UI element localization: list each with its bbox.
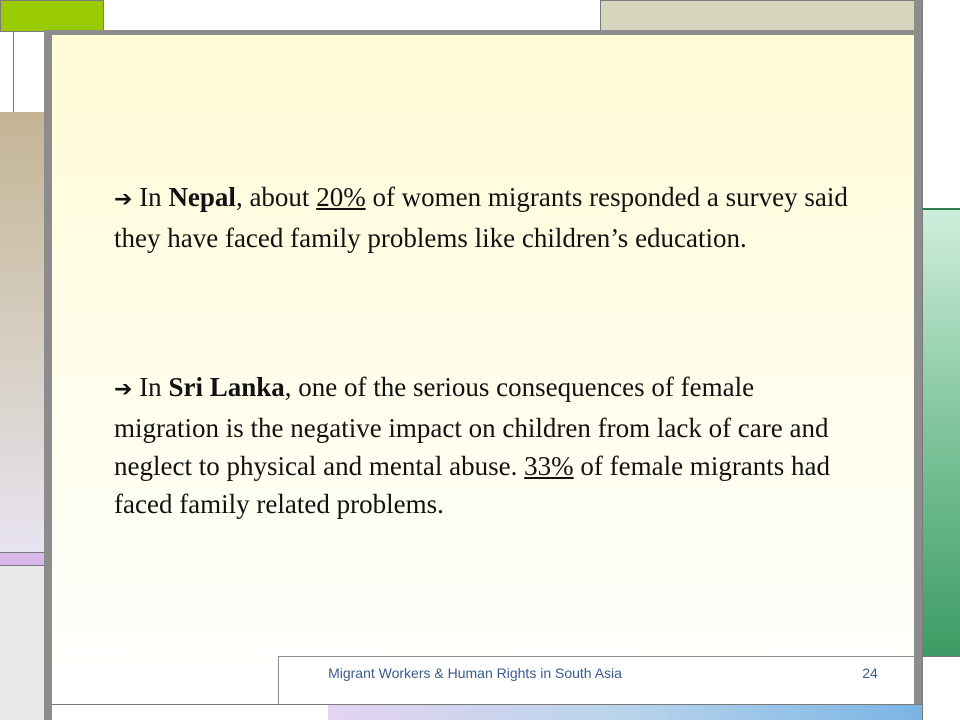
divider-vertical-left — [44, 32, 52, 720]
decorative-block-gray — [0, 566, 46, 720]
paragraph-nepal — [114, 178, 854, 257]
country-name: Sri Lanka — [168, 372, 285, 402]
arrow-right-icon: ➔ — [114, 377, 133, 402]
decorative-block-green — [0, 0, 104, 32]
decorative-block-tan-top — [600, 0, 918, 34]
paragraph-text: , about — [235, 182, 317, 212]
divider-vertical-right — [914, 0, 922, 704]
decorative-gradient-bar — [328, 704, 922, 720]
paragraph-text: , one of the serious consequences of female migration is the negative impact on children from lack of care and neglect to physical and mental abuse. — [114, 372, 829, 481]
decorative-block-green-gradient — [922, 208, 960, 656]
statistic-value: 20% — [316, 182, 366, 212]
decorative-block-white — [922, 0, 960, 208]
paragraph-sri-lanka — [114, 368, 854, 523]
decorative-block-tan — [0, 112, 46, 552]
decorative-strip — [0, 32, 14, 112]
statistic-value: 33% — [524, 451, 574, 481]
country-name: Nepal — [168, 182, 236, 212]
decorative-block-pink — [0, 552, 46, 566]
paragraph-text: In — [132, 372, 169, 402]
arrow-right-icon: ➔ — [114, 187, 133, 212]
paragraph-text: of women migrants responded a survey said they have faced family problems like children’s education. — [114, 182, 848, 253]
footer-title: Migrant Workers & Human Rights in South Asia — [328, 665, 622, 681]
divider-horizontal-top — [44, 30, 922, 35]
paragraph-text: In — [132, 182, 169, 212]
page-number: 24 — [862, 665, 878, 681]
decorative-strip-bottom — [50, 704, 328, 720]
decorative-block-white-bottom — [922, 656, 960, 720]
paragraph-text: of female migrants had faced family related problems. — [114, 451, 831, 519]
